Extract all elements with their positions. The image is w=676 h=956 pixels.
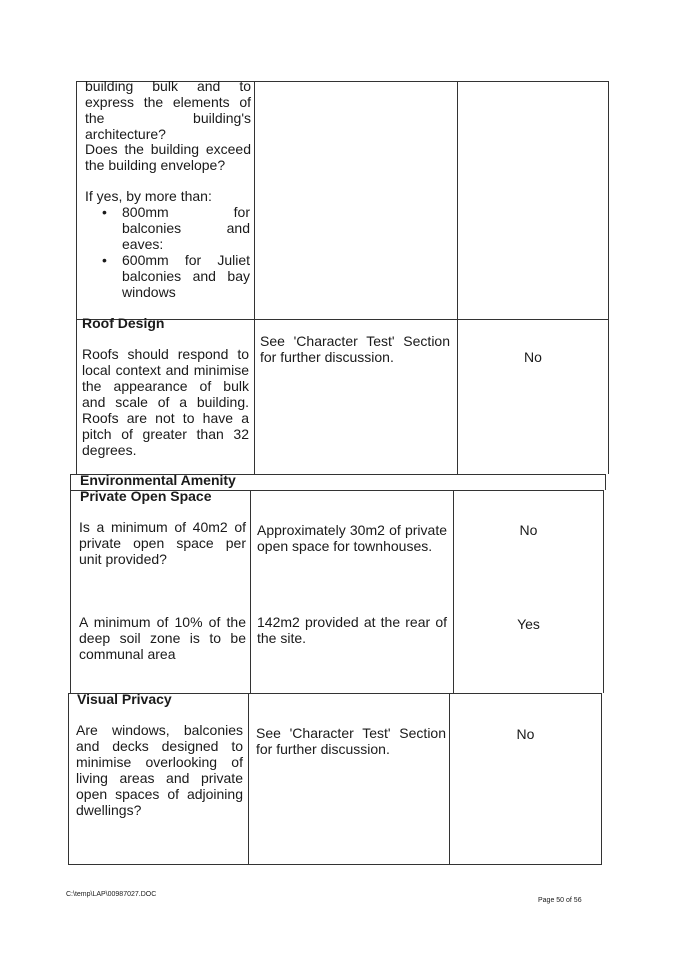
table-cell bbox=[254, 81, 457, 319]
footer-file-path: C:\temp\LAP\00987027.DOC bbox=[66, 891, 157, 898]
pos-q2-comment: 142m2 provided at the rear of the site. bbox=[257, 614, 447, 646]
table-cell bbox=[250, 490, 453, 693]
table-cell bbox=[457, 81, 609, 319]
pos-q1-comment: Approximately 30m2 of private open space for townhouses. bbox=[257, 522, 447, 554]
visual-privacy-comment: See 'Character Test' Section for further discussion. bbox=[256, 725, 446, 757]
table-cell bbox=[449, 693, 602, 865]
roof-design-criteria: Roofs should respond to local context and minimise the appearance of bulk and scale of a building. Roofs are not to have a pitch of greater than 32 degrees. bbox=[82, 346, 249, 458]
section-heading: Environmental Amenity bbox=[80, 472, 236, 488]
private-open-space-heading: Private Open Space bbox=[80, 488, 212, 504]
pos-q1-complies: No bbox=[519, 522, 538, 538]
roof-design-comment: See 'Character Test' Section for further discussion. bbox=[260, 333, 450, 365]
visual-privacy-complies: No bbox=[516, 726, 535, 742]
pos-q1-criteria: Is a minimum of 40m2 of private open space per unit provided? bbox=[79, 519, 246, 567]
table-cell bbox=[453, 490, 604, 693]
criteria-if-yes: If yes, by more than: bbox=[85, 188, 212, 204]
table-cell bbox=[457, 319, 609, 474]
pos-q2-complies: Yes bbox=[517, 616, 540, 632]
visual-privacy-heading: Visual Privacy bbox=[77, 691, 172, 707]
roof-design-heading: Roof Design bbox=[82, 315, 165, 331]
roof-design-complies: No bbox=[524, 349, 542, 365]
criteria-question: Does the building exceed the building envelope? bbox=[85, 141, 251, 173]
criteria-bullet-list bbox=[85, 204, 250, 300]
bullet-item: • 800mm for balconies and eaves: bbox=[85, 204, 250, 252]
pos-q2-criteria: A minimum of 10% of the deep soil zone is to be communal area bbox=[79, 614, 246, 662]
bullet-item: • 600mm for Juliet balconies and bay windows bbox=[85, 252, 250, 300]
visual-privacy-criteria: Are windows, balconies and decks designed to minimise overlooking of living areas and private open spaces of adjoining dwellings? bbox=[76, 722, 243, 818]
footer-page-number: Page 50 of 56 bbox=[538, 897, 582, 904]
table-cell bbox=[248, 693, 449, 865]
criteria-text: building bulk and to express the elements of the building's architecture? bbox=[85, 78, 251, 142]
